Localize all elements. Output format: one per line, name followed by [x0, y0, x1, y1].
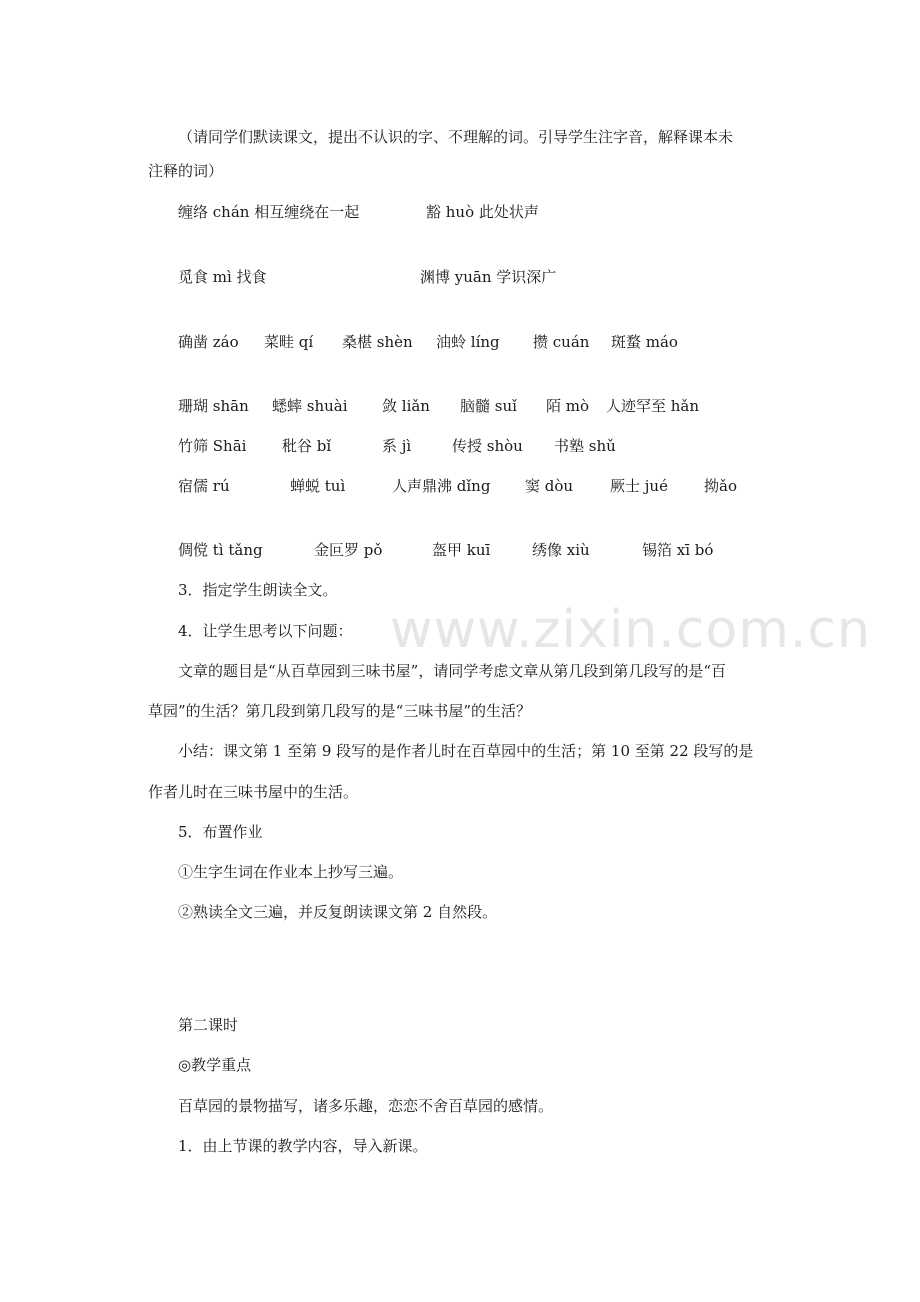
vocab-item: 宿儒 rú [178, 477, 230, 495]
vocab-item: 系 jì [382, 437, 412, 455]
intro-line-1: （请同学们默读课文，提出不认识的字、不理解的词。引导学生注字音，解释课本未 [178, 128, 734, 146]
vocab-item: 珊瑚 shān [178, 397, 249, 415]
vocab-item: 绣像 xiù [532, 541, 590, 559]
vocab-item: 盔甲 kuī [432, 541, 491, 559]
vocab-item: 攒 cuán [533, 333, 590, 351]
lesson2-title: 第二课时 [178, 1016, 239, 1034]
watermark: www.zixin.com.cn [390, 600, 871, 660]
vocab-item: 豁 huò 此处状声 [426, 203, 539, 221]
vocab-item: 脑髓 suǐ [460, 397, 517, 415]
vocab-row-7 [178, 540, 878, 560]
step-4: 4．让学生思考以下问题： [178, 622, 353, 640]
vocab-item: 蟋蟀 shuài [272, 397, 348, 415]
lesson2-focus-text: 百草园的景物描写，诸多乐趣，恋恋不舍百草园的感情。 [178, 1097, 554, 1115]
summary-line-2: 作者儿时在三味书屋中的生活。 [148, 783, 359, 801]
question-line-1: 文章的题目是“从百草园到三味书屋”，请同学考虑文章从第几段到第几段写的是“百 [178, 662, 727, 680]
vocab-item: 金叵罗 pǒ [314, 541, 383, 559]
vocab-item: 传授 shòu [452, 437, 523, 455]
vocab-item: 缠络 chán 相互缠绕在一起 [178, 203, 360, 221]
vocab-item: 锡箔 xī bó [642, 541, 714, 559]
step-3: 3．指定学生朗读全文。 [178, 581, 338, 599]
vocab-item: 人迹罕至 hǎn [606, 397, 700, 415]
vocab-item: 确凿 záo [178, 333, 239, 351]
vocab-item: 油蛉 líng [436, 333, 500, 351]
homework-2: ②熟读全文三遍，并反复朗读课文第 2 自然段。 [178, 903, 498, 921]
step-5: 5．布置作业 [178, 823, 263, 841]
vocab-item: 竹筛 Shāi [178, 437, 247, 455]
vocab-item: 渊博 yuān 学识深广 [420, 268, 557, 286]
question-line-2: 草园”的生活？第几段到第几段写的是“三味书屋”的生活？ [148, 702, 532, 720]
vocab-item: 菜畦 qí [264, 333, 314, 351]
vocab-item: 蝉蜕 tuì [290, 477, 346, 495]
vocab-row-1 [178, 202, 878, 222]
vocab-item: 斑蝥 máo [611, 333, 678, 351]
homework-1: ①生字生词在作业本上抄写三遍。 [178, 863, 404, 881]
vocab-item: 敛 liǎn [382, 397, 430, 415]
summary-line-1: 小结：课文第 1 至第 9 段写的是作者儿时在百草园中的生活；第 10 至第 22 段写的是 [178, 742, 754, 760]
vocab-item: 书塾 shǔ [554, 437, 616, 455]
lesson2-focus-label: ◎教学重点 [178, 1056, 252, 1074]
vocab-row-5 [178, 436, 878, 456]
vocab-item: 拗ǎo [704, 477, 737, 495]
intro-line-2: 注释的词） [148, 162, 224, 180]
vocab-item: 窦 dòu [525, 477, 574, 495]
lesson2-step-1: 1．由上节课的教学内容，导入新课。 [178, 1137, 428, 1155]
vocab-item: 桑椹 shèn [342, 333, 413, 351]
vocab-item: 秕谷 bǐ [282, 437, 332, 455]
vocab-row-6 [178, 476, 878, 496]
vocab-item: 陌 mò [546, 397, 590, 415]
vocab-row-2 [178, 267, 878, 287]
vocab-item: 厥士 jué [610, 477, 668, 495]
vocab-item: 觅食 mì 找食 [178, 268, 267, 286]
vocab-item: 人声鼎沸 dǐng [392, 477, 491, 495]
vocab-row-3 [178, 332, 878, 352]
vocab-item: 倜傥 tì tǎng [178, 541, 263, 559]
vocab-row-4 [178, 396, 878, 416]
